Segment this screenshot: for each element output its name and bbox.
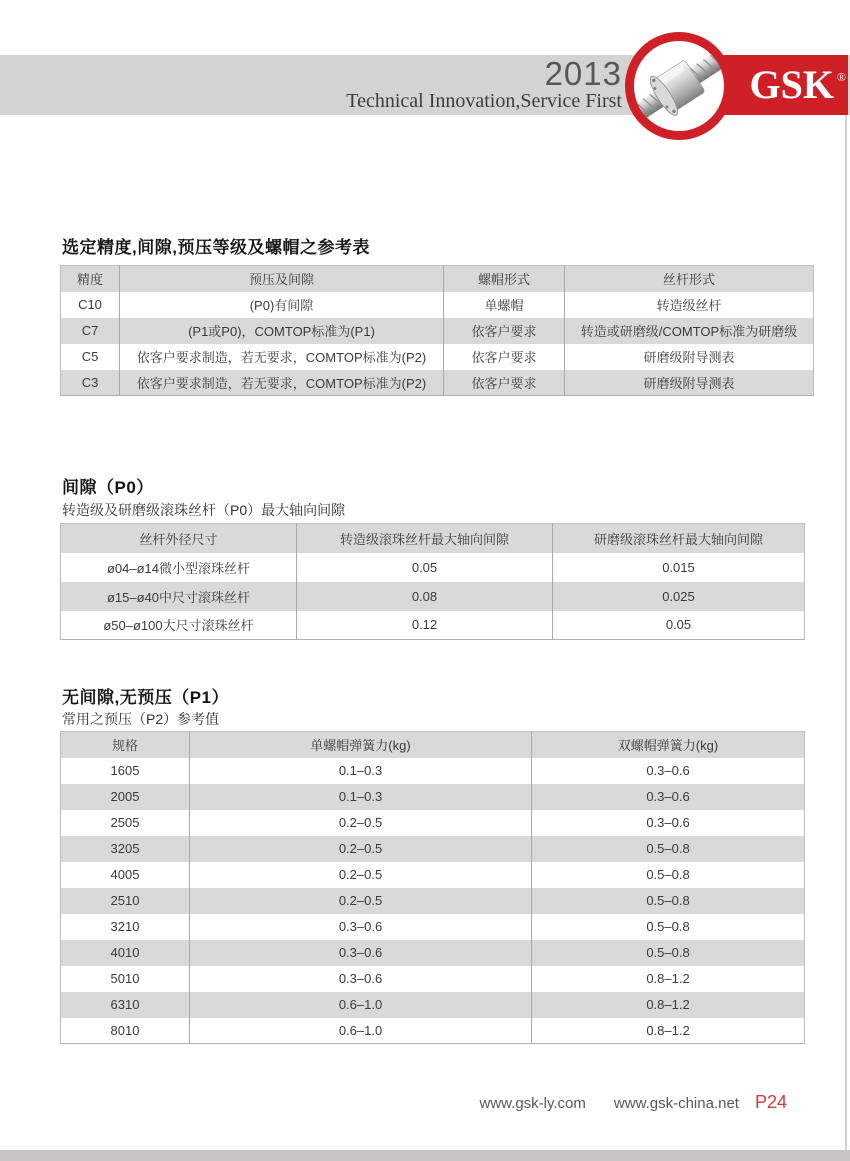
table-row — [61, 992, 805, 1018]
table-cell: 5010 — [61, 966, 190, 992]
table-cell: 研磨级附导测表 — [565, 370, 814, 396]
table-cell: 0.8–1.2 — [532, 966, 805, 992]
column-header: 丝杆形式 — [565, 266, 814, 292]
section3-subtitle: 常用之预压（P2）参考值 — [62, 711, 220, 727]
table-cell: 3205 — [61, 836, 190, 862]
registered-mark: ® — [836, 70, 846, 84]
table-cell: 0.2–0.5 — [190, 888, 532, 914]
section2-title: 间隙（P0） — [62, 478, 154, 497]
table-cell: 3210 — [61, 914, 190, 940]
table-cell: 依客户要求制造，若无要求，COMTOP标准为(P2) — [120, 370, 444, 396]
page-edge-line — [845, 114, 847, 1150]
column-header: 螺帽形式 — [444, 266, 565, 292]
table-cell: 转造级丝杆 — [565, 292, 814, 318]
column-header: 丝杆外径尺寸 — [61, 524, 297, 553]
table-cell: 依客户要求 — [444, 318, 565, 344]
table-row — [61, 940, 805, 966]
header-row — [61, 524, 805, 553]
table-row — [61, 292, 814, 318]
table-row — [61, 810, 805, 836]
table-row — [61, 344, 814, 370]
table-row — [61, 370, 814, 396]
table-cell: 0.08 — [297, 582, 553, 611]
table-cell: 0.1–0.3 — [190, 758, 532, 784]
table-cell: 6310 — [61, 992, 190, 1018]
brand-block — [346, 57, 622, 113]
table-cell: 0.5–0.8 — [532, 862, 805, 888]
table-cell: 0.12 — [297, 611, 553, 640]
table-row — [61, 758, 805, 784]
table-cell: 0.1–0.3 — [190, 784, 532, 810]
table-cell: 8010 — [61, 1018, 190, 1044]
header-row — [61, 732, 805, 758]
ballscrew-icon — [634, 41, 724, 131]
table-cell: 0.05 — [297, 553, 553, 582]
table-cell: 0.6–1.0 — [190, 1018, 532, 1044]
table-cell: 0.8–1.2 — [532, 1018, 805, 1044]
table-row — [61, 582, 805, 611]
table-cell: 0.3–0.6 — [532, 784, 805, 810]
table-cell: 0.5–0.8 — [532, 914, 805, 940]
table-cell: 研磨级附导测表 — [565, 344, 814, 370]
table-cell: 依客户要求制造，若无要求，COMTOP标准为(P2) — [120, 344, 444, 370]
table-cell: 0.8–1.2 — [532, 992, 805, 1018]
table-cell: C7 — [61, 318, 120, 344]
table-cell: 0.5–0.8 — [532, 836, 805, 862]
table-cell: 2005 — [61, 784, 190, 810]
table-cell: 单螺帽 — [444, 292, 565, 318]
table-cell: 4005 — [61, 862, 190, 888]
table-cell: (P1或P0)，COMTOP标准为(P1) — [120, 318, 444, 344]
table-row — [61, 784, 805, 810]
logo-circle — [625, 32, 733, 140]
table-cell: 转造或研磨级/COMTOP标准为研磨级 — [565, 318, 814, 344]
header-row — [61, 266, 814, 292]
table-row — [61, 966, 805, 992]
table-row — [61, 611, 805, 640]
table-row — [61, 836, 805, 862]
preload-spring-force-table — [60, 731, 805, 1044]
table-cell: 0.05 — [553, 611, 805, 640]
precision-selection-table — [60, 265, 814, 396]
table-row — [61, 862, 805, 888]
gsk-logo-text: GSK ® — [750, 65, 834, 105]
section3-title: 无间隙,无预压（P1） — [62, 688, 230, 707]
table-row — [61, 318, 814, 344]
table-cell: C3 — [61, 370, 120, 396]
table-cell: 2510 — [61, 888, 190, 914]
table-cell: 0.2–0.5 — [190, 836, 532, 862]
column-header: 研磨级滚珠丝杆最大轴向间隙 — [553, 524, 805, 553]
table-cell: C5 — [61, 344, 120, 370]
table-cell: 0.2–0.5 — [190, 862, 532, 888]
table-cell: ø50–ø100大尺寸滚珠丝杆 — [61, 611, 297, 640]
table-row — [61, 553, 805, 582]
table-cell: 0.2–0.5 — [190, 810, 532, 836]
bottom-bar — [0, 1150, 850, 1161]
axial-backlash-table — [60, 523, 805, 640]
table-cell: 4010 — [61, 940, 190, 966]
table-cell: 依客户要求 — [444, 344, 565, 370]
table-row — [61, 914, 805, 940]
column-header: 单螺帽弹簧力(kg) — [190, 732, 532, 758]
table-cell: 0.3–0.6 — [190, 940, 532, 966]
table-cell: 0.015 — [553, 553, 805, 582]
year-text: 2013 — [544, 55, 622, 92]
table-cell: ø15–ø40中尺寸滚珠丝杆 — [61, 582, 297, 611]
table-cell: C10 — [61, 292, 120, 318]
table-cell: 0.3–0.6 — [532, 758, 805, 784]
column-header: 精度 — [61, 266, 120, 292]
section1-title: 选定精度,间隙,预压等级及螺帽之参考表 — [62, 238, 370, 257]
footer — [480, 1092, 788, 1113]
table-cell: ø04–ø14微小型滚珠丝杆 — [61, 553, 297, 582]
column-header: 转造级滚珠丝杆最大轴向间隙 — [297, 524, 553, 553]
footer-url-gskly: www.gsk-ly.com — [479, 1095, 586, 1112]
table-cell: 0.5–0.8 — [532, 888, 805, 914]
page-number: P24 — [754, 1092, 787, 1112]
section2-subtitle: 转造级及研磨级滚珠丝杆（P0）最大轴向间隙 — [62, 502, 346, 518]
table-cell: (P0)有间隙 — [120, 292, 444, 318]
table-cell: 0.6–1.0 — [190, 992, 532, 1018]
table-row — [61, 1018, 805, 1044]
table-cell: 0.3–0.6 — [190, 966, 532, 992]
table-cell: 2505 — [61, 810, 190, 836]
tagline-text: Technical Innovation,Service First — [346, 90, 622, 112]
table-cell: 0.5–0.8 — [532, 940, 805, 966]
table-cell: 0.3–0.6 — [190, 914, 532, 940]
table-cell: 1605 — [61, 758, 190, 784]
table-row — [61, 888, 805, 914]
footer-url-gskchina: www.gsk-china.net — [613, 1095, 739, 1112]
column-header: 双螺帽弹簧力(kg) — [532, 732, 805, 758]
table-cell: 依客户要求 — [444, 370, 565, 396]
table-cell: 0.3–0.6 — [532, 810, 805, 836]
column-header: 规格 — [61, 732, 190, 758]
table-cell: 0.025 — [553, 582, 805, 611]
column-header: 预压及间隙 — [120, 266, 444, 292]
